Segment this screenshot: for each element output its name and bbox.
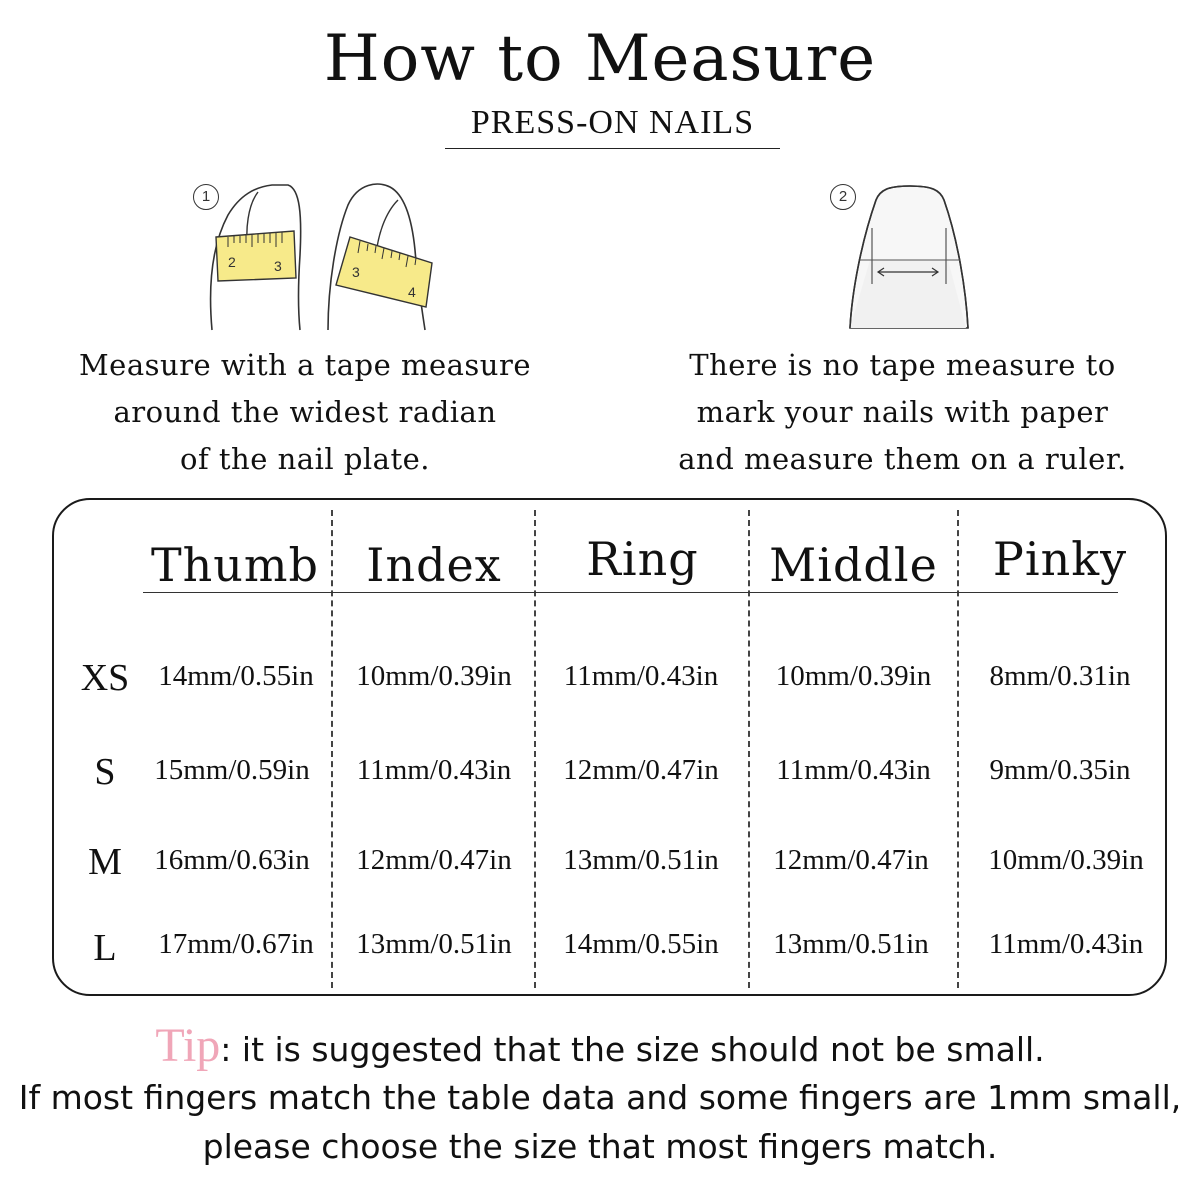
tape-mark-3b: 3 <box>352 264 360 280</box>
row-label-s: S <box>94 751 116 793</box>
step-1-line: around the widest radian <box>113 395 497 429</box>
page-title: How to Measure <box>323 22 877 96</box>
table-cell: 10mm/0.39in <box>356 660 512 692</box>
tip-line-1 <box>0 1018 1200 1073</box>
step-2-line: mark your nails with paper <box>696 395 1109 429</box>
step-2-description <box>645 342 1160 483</box>
table-cell: 17mm/0.67in <box>158 928 314 960</box>
table-cell: 12mm/0.47in <box>773 844 929 876</box>
step-1-number: 1 <box>193 184 219 210</box>
finger-tape-measure-icon <box>200 175 450 335</box>
step-1-line: of the nail plate. <box>179 442 431 476</box>
tape-mark-3: 3 <box>274 258 282 274</box>
tip-separator: : <box>220 1030 232 1069</box>
table-cell: 9mm/0.35in <box>989 754 1131 786</box>
column-header-index: Index <box>366 538 502 592</box>
column-divider <box>748 510 750 988</box>
table-cell: 11mm/0.43in <box>988 928 1144 960</box>
step-1-description <box>50 342 560 483</box>
column-divider <box>331 510 333 988</box>
tape-mark-2: 2 <box>228 254 236 270</box>
header-underline <box>143 592 1118 593</box>
column-header-ring: Ring <box>586 532 699 586</box>
table-cell: 10mm/0.39in <box>775 660 932 692</box>
table-cell: 14mm/0.55in <box>158 660 314 692</box>
column-header-middle: Middle <box>769 538 938 592</box>
step-1-line: Measure with a tape measure <box>78 348 532 382</box>
column-divider <box>534 510 536 988</box>
column-divider <box>957 510 959 988</box>
table-cell: 16mm/0.63in <box>154 844 310 876</box>
step-2-line: and measure them on a ruler. <box>678 442 1127 476</box>
table-cell: 11mm/0.43in <box>776 754 931 786</box>
row-label-m: M <box>88 841 122 883</box>
table-cell: 12mm/0.47in <box>356 844 512 876</box>
table-cell: 11mm/0.43in <box>356 754 512 786</box>
table-cell: 13mm/0.51in <box>356 928 512 960</box>
tip-text: it is suggested that the size should not be small. <box>231 1030 1045 1069</box>
column-header-pinky: Pinky <box>992 532 1128 586</box>
table-cell: 11mm/0.43in <box>563 660 719 692</box>
table-cell: 13mm/0.51in <box>773 928 929 960</box>
table-cell: 8mm/0.31in <box>989 660 1131 692</box>
nail-paper-mark-icon <box>840 180 980 335</box>
step-2-line: There is no tape measure to <box>689 348 1116 382</box>
table-cell: 12mm/0.47in <box>563 754 719 786</box>
row-label-xs: XS <box>80 657 130 699</box>
tip-line-3: please choose the size that most fingers match. <box>202 1127 998 1166</box>
page-subtitle: PRESS-ON NAILS <box>445 104 780 149</box>
table-cell: 15mm/0.59in <box>154 754 310 786</box>
tip-label: Tip <box>155 1019 221 1072</box>
column-header-thumb: Thumb <box>151 538 319 592</box>
table-cell: 13mm/0.51in <box>563 844 719 876</box>
table-cell: 14mm/0.55in <box>563 928 719 960</box>
table-cell: 10mm/0.39in <box>988 844 1144 876</box>
tape-mark-4: 4 <box>408 284 416 300</box>
tip-line-2: If most fingers match the table data and some fingers are 1mm small, <box>18 1078 1182 1117</box>
row-label-l: L <box>93 927 117 969</box>
step-2-number: 2 <box>830 184 856 210</box>
